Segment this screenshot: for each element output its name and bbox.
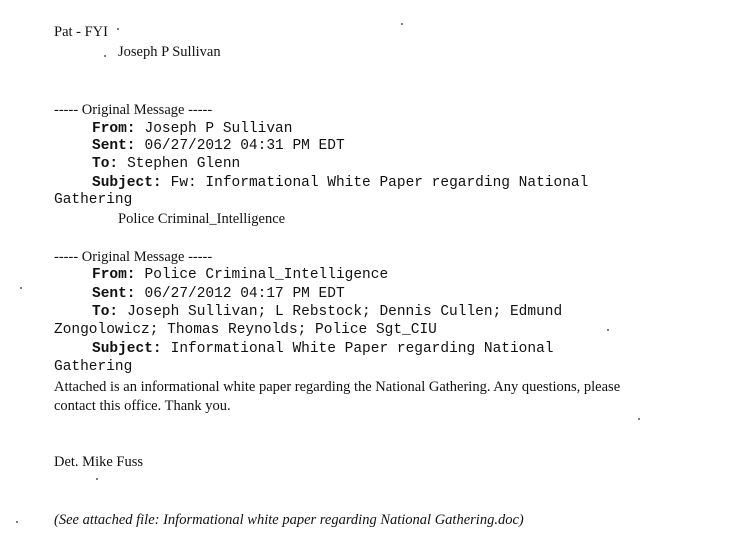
original-message-separator: ----- Original Message ----- <box>54 102 213 118</box>
scan-speck <box>16 521 18 523</box>
to-label: To: <box>92 304 119 320</box>
scan-speck <box>607 329 609 331</box>
scan-speck <box>638 418 640 420</box>
header-from <box>92 122 292 137</box>
message-body-line: contact this office. Thank you. <box>54 398 231 414</box>
scan-speck <box>96 478 98 480</box>
scan-speck <box>20 287 22 289</box>
header-from <box>92 268 388 283</box>
signature: Det. Mike Fuss <box>54 454 144 470</box>
to-value-continued: Zongolowicz; Thomas Reynolds; Police Sgt_CIU <box>54 322 437 338</box>
subject-value: Informational White Paper regarding National <box>170 341 554 357</box>
scan-speck <box>117 28 119 30</box>
message-body-line: Attached is an informational white paper regarding the National Gathering. Any questions, please <box>54 379 621 395</box>
header-to <box>92 157 240 172</box>
sent-value: 06/27/2012 04:31 PM EDT <box>144 138 345 154</box>
header-to <box>92 305 562 320</box>
attachment-note: (See attached file: Informational white paper regarding National Gathering.doc) <box>54 512 524 528</box>
subject-value-continued: Gathering <box>54 192 133 208</box>
from-label: From: <box>92 121 136 137</box>
note-signer: Joseph P Sullivan <box>118 44 221 60</box>
subject-value-continued: Gathering <box>54 359 133 375</box>
from-value: Joseph P Sullivan <box>144 121 293 137</box>
sent-value: 06/27/2012 04:17 PM EDT <box>144 286 345 302</box>
sent-label: Sent: <box>92 286 136 302</box>
sender-signature: Police Criminal_Intelligence <box>118 211 286 227</box>
greeting: Pat - FYI <box>54 24 108 40</box>
header-subject <box>92 342 554 357</box>
subject-value: Fw: Informational White Paper regarding National <box>170 175 589 191</box>
header-sent <box>92 139 345 154</box>
subject-label: Subject: <box>92 341 162 357</box>
to-value: Joseph Sullivan; L Rebstock; Dennis Cullen; Edmund <box>127 304 563 320</box>
header-sent <box>92 287 345 302</box>
sent-label: Sent: <box>92 138 136 154</box>
from-label: From: <box>92 267 136 283</box>
from-value: Police Criminal_Intelligence <box>144 267 389 283</box>
scan-speck <box>104 55 106 57</box>
to-value: Stephen Glenn <box>127 156 241 172</box>
scan-speck <box>401 23 403 25</box>
to-label: To: <box>92 156 119 172</box>
subject-label: Subject: <box>92 175 162 191</box>
header-subject <box>92 176 588 191</box>
original-message-separator: ----- Original Message ----- <box>54 249 213 265</box>
